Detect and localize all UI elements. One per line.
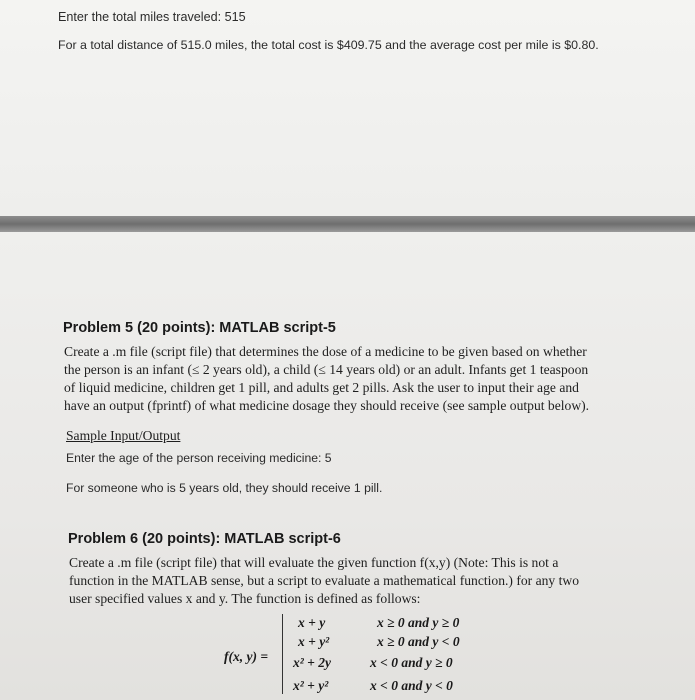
page-divider [0,216,695,232]
case-2-expr: x + y² [298,634,330,649]
problem6-line-2: function in the MATLAB sense, but a script to evaluate a mathematical function.) for any two [69,573,579,588]
problem6-line-1: Create a .m file (script file) that will evaluate the given function f(x,y) (Note: This is not a [69,555,559,570]
case-4-expr: x² + y² [293,678,329,693]
sample-io-label: Sample Input/Output [66,428,181,443]
page-bottom-section [0,232,695,700]
case-3-expr: x² + 2y [293,655,331,670]
sample-prompt-line: Enter the age of the person receiving medicine: 5 [66,451,332,465]
problem5-line-4: have an output (fprintf) of what medicine dosage they should receive (see sample output below). [64,398,590,413]
sample-result-line: For someone who is 5 years old, they should receive 1 pill. [66,481,383,495]
case-1-expr: x + y [298,615,326,630]
case-1-cond: x ≥ 0 and y ≥ 0 [377,615,460,630]
case-2-cond: x ≥ 0 and y < 0 [377,634,460,649]
problem5-heading: Problem 5 (20 points): MATLAB script-5 [63,320,336,336]
problem5-line-3: of liquid medicine, children get 1 pill, and adults get 2 pills. Ask the user to input their age and [64,380,579,395]
piecewise-brace [282,614,289,694]
problem6-line-3: user specified values x and y. The function is defined as follows: [69,591,421,606]
output-result-line: For a total distance of 515.0 miles, the total cost is $409.75 and the average cost per mile is $0.80. [58,38,599,52]
function-lhs: f(x, y) = [224,649,269,664]
problem6-heading: Problem 6 (20 points): MATLAB script-6 [68,531,341,547]
page-top-section [0,0,695,218]
case-4-cond: x < 0 and y < 0 [370,678,453,693]
problem5-line-2: the person is an infant (≤ 2 years old), a child (≤ 14 years old) or an adult. Infants get 1 teaspoon [64,362,589,377]
problem5-line-1: Create a .m file (script file) that determines the dose of a medicine to be given based on whether [64,344,587,359]
output-prompt-line: Enter the total miles traveled: 515 [58,10,246,24]
case-3-cond: x < 0 and y ≥ 0 [370,655,453,670]
